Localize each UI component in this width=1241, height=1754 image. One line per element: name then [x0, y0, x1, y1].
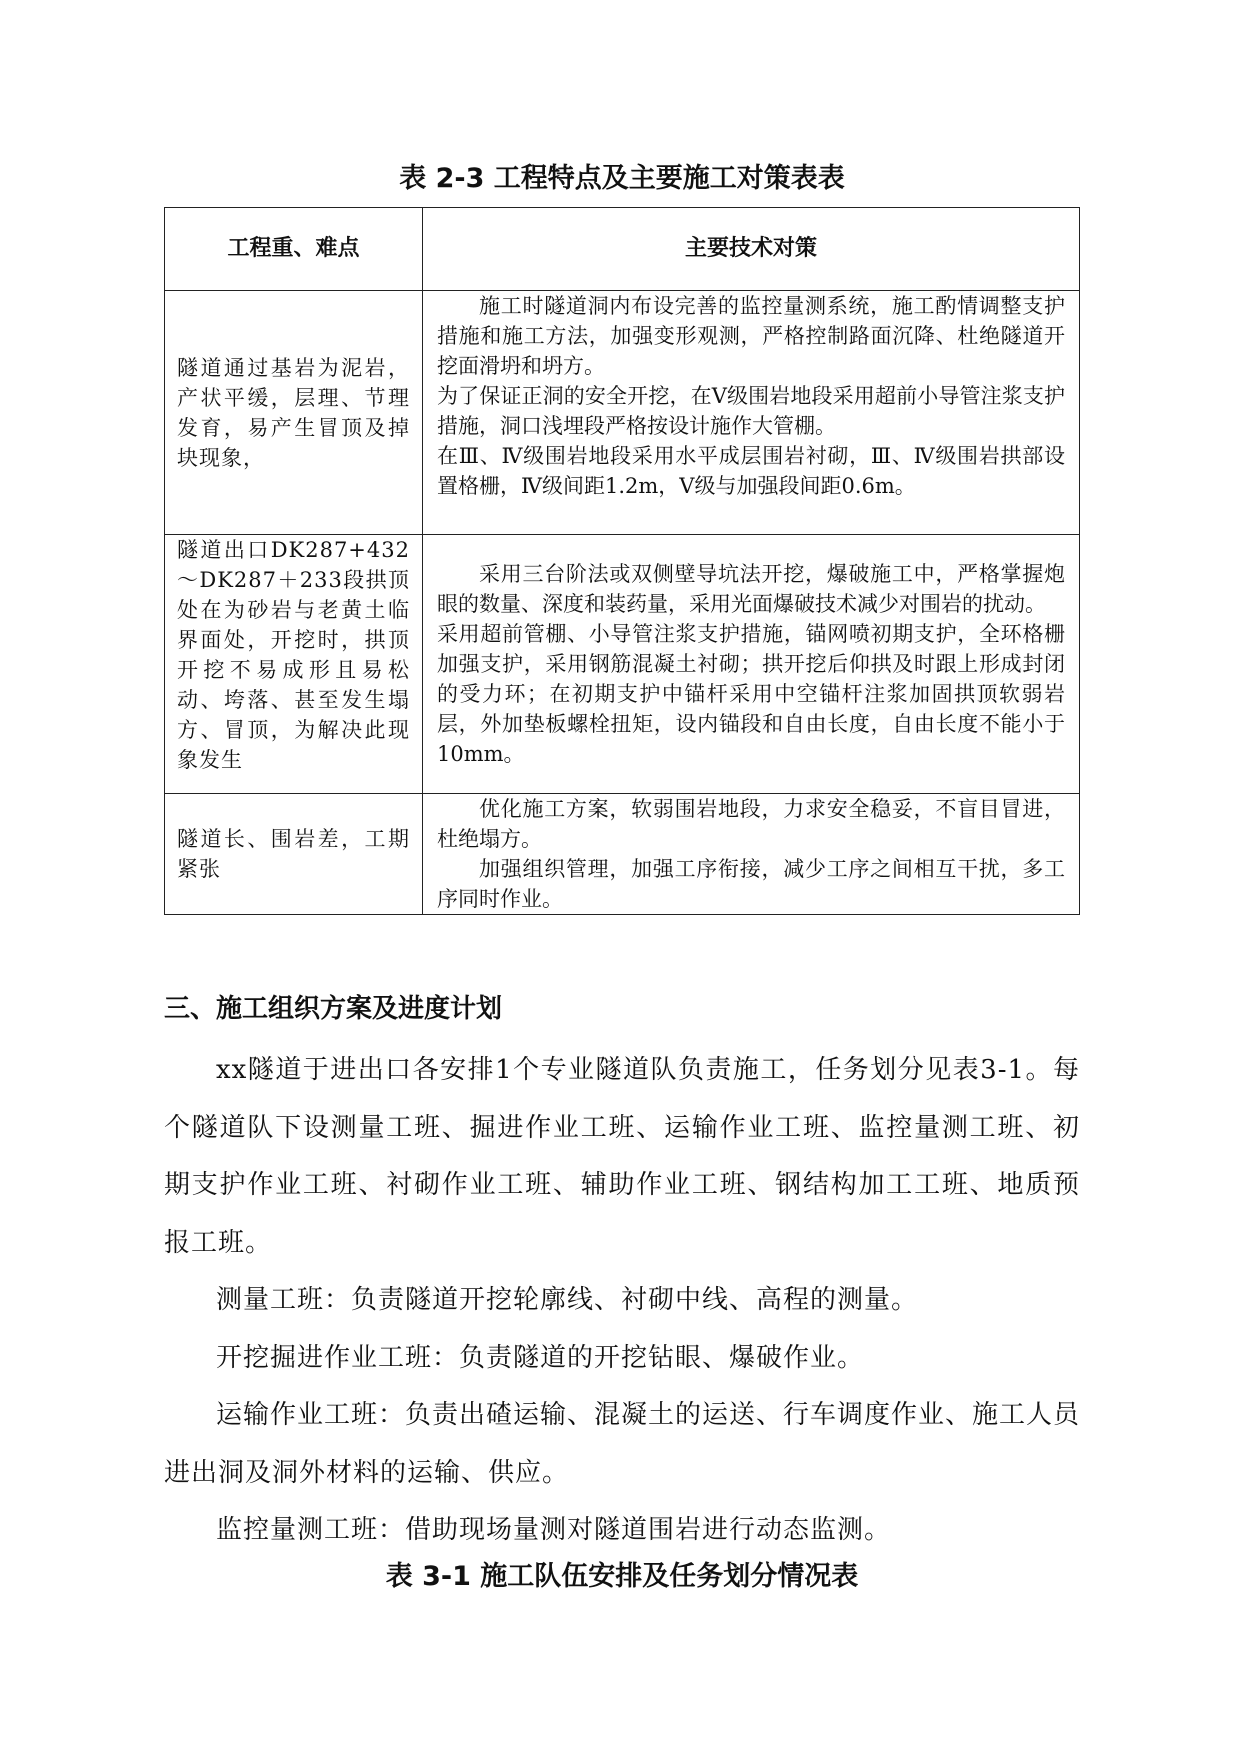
row2-difficulty [165, 535, 423, 794]
row3-difficulty [165, 794, 423, 915]
body-paragraph: 开挖掘进作业工班：负责隧道的开挖钻眼、爆破作业。 [216, 1342, 865, 1373]
row1-difficulty-text: 隧道通过基岩为泥岩，产状平缓，层理、节理发育，易产生冒顶及掉块现象， [177, 355, 410, 470]
body-paragraph: xx隧道于进出口各安排1个专业隧道队负责施工，任务划分见表3-1。每个隧道队下设测量工班、掘进作业工班、运输作业工班、监控量测工班、初期支护作业工班、衬砌作业工班、辅助作业工班、钢结构加工工班、地质预报工班。 [164, 1055, 1080, 1258]
table-row [165, 794, 1080, 915]
row2-difficulty-text: 隧道出口DK287+432～DK287＋233段拱顶处在为砂岩与老黄土临界面处，开挖时，拱顶开挖不易成形且易松动、垮落、甚至发生塌方、冒顶，为解决此现象发生 [177, 538, 410, 772]
row1-difficulty [165, 291, 423, 535]
row3-difficulty-text: 隧道长、围岩差，工期紧张 [177, 827, 410, 881]
body-paragraph: 测量工班：负责隧道开挖轮廓线、衬砌中线、高程的测量。 [216, 1285, 919, 1315]
row2-measures [423, 535, 1080, 794]
table-row [165, 291, 1080, 535]
row1-measure-1: 施工时隧道洞内布设完善的监控量测系统，施工酌情调整支护措施和施工方法，加强变形观测，严格控制路面沉降、杜绝隧道开挖面滑坍和坍方。 [437, 294, 1065, 378]
table-header-row [165, 208, 1080, 291]
header-difficulty: 工程重、难点 [165, 208, 423, 291]
section-heading: 三、施工组织方案及进度计划 [164, 994, 503, 1024]
engineering-features-table [164, 207, 1080, 915]
row3-measure-2: 加强组织管理，加强工序衔接，减少工序之间相互干扰，多工序同时作业。 [437, 857, 1065, 911]
table-row [165, 535, 1080, 794]
body-paragraph: 监控量测工班：借助现场量测对隧道围岩进行动态监测。 [216, 1515, 892, 1545]
body-paragraph: 运输作业工班：负责出碴运输、混凝土的运送、行车调度作业、施工人员进出洞及洞外材料的运输、供应。 [164, 1400, 1081, 1488]
row3-measures [423, 794, 1080, 915]
row2-measure-2: 采用超前管棚、小导管注浆支护措施，锚网喷初期支护，全环格栅加强支护，采用钢筋混凝土衬砌；拱开挖后仰拱及时跟上形成封闭的受力环；在初期支护中锚杆采用中空锚杆注浆加固拱顶软弱岩层，外加垫板螺栓扭矩，设内锚段和自由长度，自由长度不能小于10mm。 [437, 622, 1065, 766]
header-measures: 主要技术对策 [423, 208, 1080, 291]
row3-measure-1: 优化施工方案，软弱围岩地段，力求安全稳妥，不盲目冒进，杜绝塌方。 [437, 797, 1065, 851]
table-3-1-title: 表 3-1 施工队伍安排及任务划分情况表 [385, 1561, 859, 1592]
row1-measures [423, 291, 1080, 535]
row2-measure-1: 采用三台阶法或双侧壁导坑法开挖，爆破施工中，严格掌握炮眼的数量、深度和装药量，采用光面爆破技术减少对围岩的扰动。 [437, 562, 1065, 616]
row1-measure-3: 在Ⅲ、Ⅳ级围岩地段采用水平成层围岩衬砌，Ⅲ、Ⅳ级围岩拱部设置格栅，Ⅳ级间距1.2m，V级与加强段间距0.6m。 [437, 444, 1065, 498]
table-2-3-title: 表 2-3 工程特点及主要施工对策表表 [399, 163, 845, 194]
row1-measure-2: 为了保证正洞的安全开挖，在V级围岩地段采用超前小导管注浆支护措施，洞口浅埋段严格按设计施作大管棚。 [437, 384, 1065, 438]
section-body [164, 1042, 1080, 1560]
